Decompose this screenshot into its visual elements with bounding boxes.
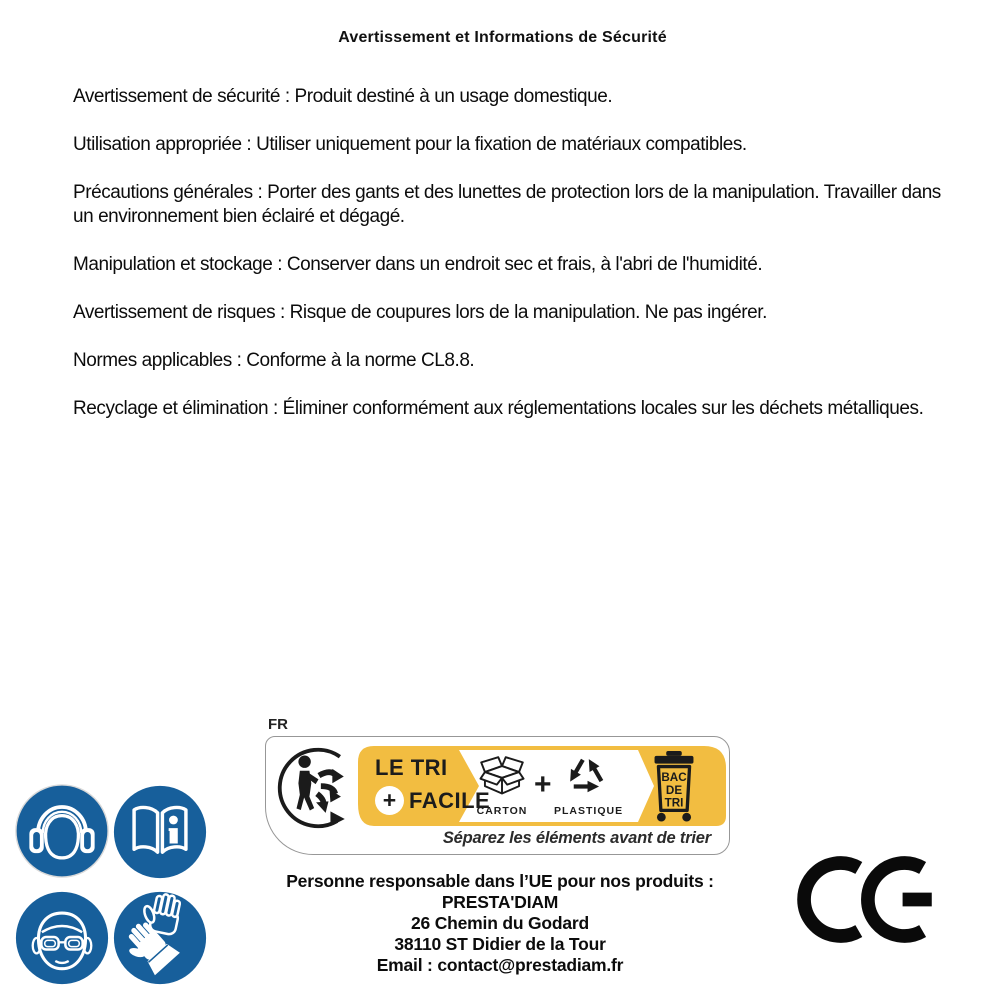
paragraph-handling-storage: Manipulation et stockage : Conserver dans un endroit sec et frais, à l'abri de l'humidité. — [73, 254, 763, 275]
bin-text-de: DE — [665, 783, 683, 797]
responsible-person-intro: Personne responsable dans l’UE pour nos produits : — [286, 871, 714, 891]
paragraph-risk-warning: Avertissement de risques : Risque de coupures lors de la manipulation. Ne pas ingérer. — [73, 302, 767, 323]
country-code-label: FR — [268, 716, 288, 733]
safety-paragraphs — [73, 85, 943, 445]
paragraph-safety-warning: Avertissement de sécurité : Produit destiné à un usage domestique. — [73, 86, 613, 107]
sorting-bin-icon — [646, 751, 702, 823]
bin-text-tri: TRI — [664, 796, 684, 810]
plastique-caption: PLASTIQUE — [554, 805, 624, 817]
responsible-address-street: 26 Chemin du Godard — [410, 913, 590, 933]
open-cardboard-box-icon — [473, 752, 531, 798]
paragraph-appropriate-use: Utilisation appropriée : Utiliser uniquement pour la fixation de matériaux compatibles. — [73, 134, 747, 155]
paragraph-applicable-norms: Normes applicables : Conforme à la norme CL8.8. — [73, 350, 475, 371]
paragraph-recycling: Recyclage et élimination : Éliminer conformément aux réglementations locales sur les déchets métalliques. — [73, 398, 924, 419]
responsible-person-block — [250, 871, 750, 976]
sort-tagline: Séparez les éléments avant de trier — [442, 829, 711, 847]
recycling-arrows-icon — [560, 752, 612, 798]
paragraph-general-precautions: Précautions générales : Porter des gants et des lunettes de protection lors de la manipulation. Travailler dans un environnement bien éclairé et dégagé. — [73, 182, 941, 227]
plus-circle-icon: + — [375, 786, 404, 815]
wear-protective-gloves-icon — [112, 890, 208, 986]
wear-eye-protection-icon — [14, 890, 110, 986]
plus-separator: + — [534, 768, 552, 801]
page-title: Avertissement et Informations de Sécurité — [338, 29, 667, 46]
responsible-address-city: 38110 ST Didier de la Tour — [394, 934, 606, 954]
wear-ear-protection-icon — [14, 783, 110, 879]
carton-caption: CARTON — [476, 805, 528, 817]
le-tri-facile-headline — [375, 755, 491, 815]
responsible-email: Email : contact@prestadiam.fr — [376, 955, 624, 975]
material-plastique — [554, 752, 624, 817]
recycling-info-label — [265, 736, 730, 855]
read-instruction-manual-icon — [112, 784, 208, 880]
material-carton — [470, 752, 534, 817]
mandatory-safety-pictograms — [14, 783, 208, 986]
headline-facile: FACILE — [409, 787, 491, 813]
responsible-company-name: PRESTA'DIAM — [441, 892, 559, 912]
triman-recycling-icon — [275, 744, 361, 832]
tri-facile-band — [358, 746, 726, 826]
bin-text-bac: BAC — [661, 771, 687, 785]
ce-mark-icon — [795, 851, 950, 948]
headline-le-tri: LE TRI — [375, 755, 448, 780]
